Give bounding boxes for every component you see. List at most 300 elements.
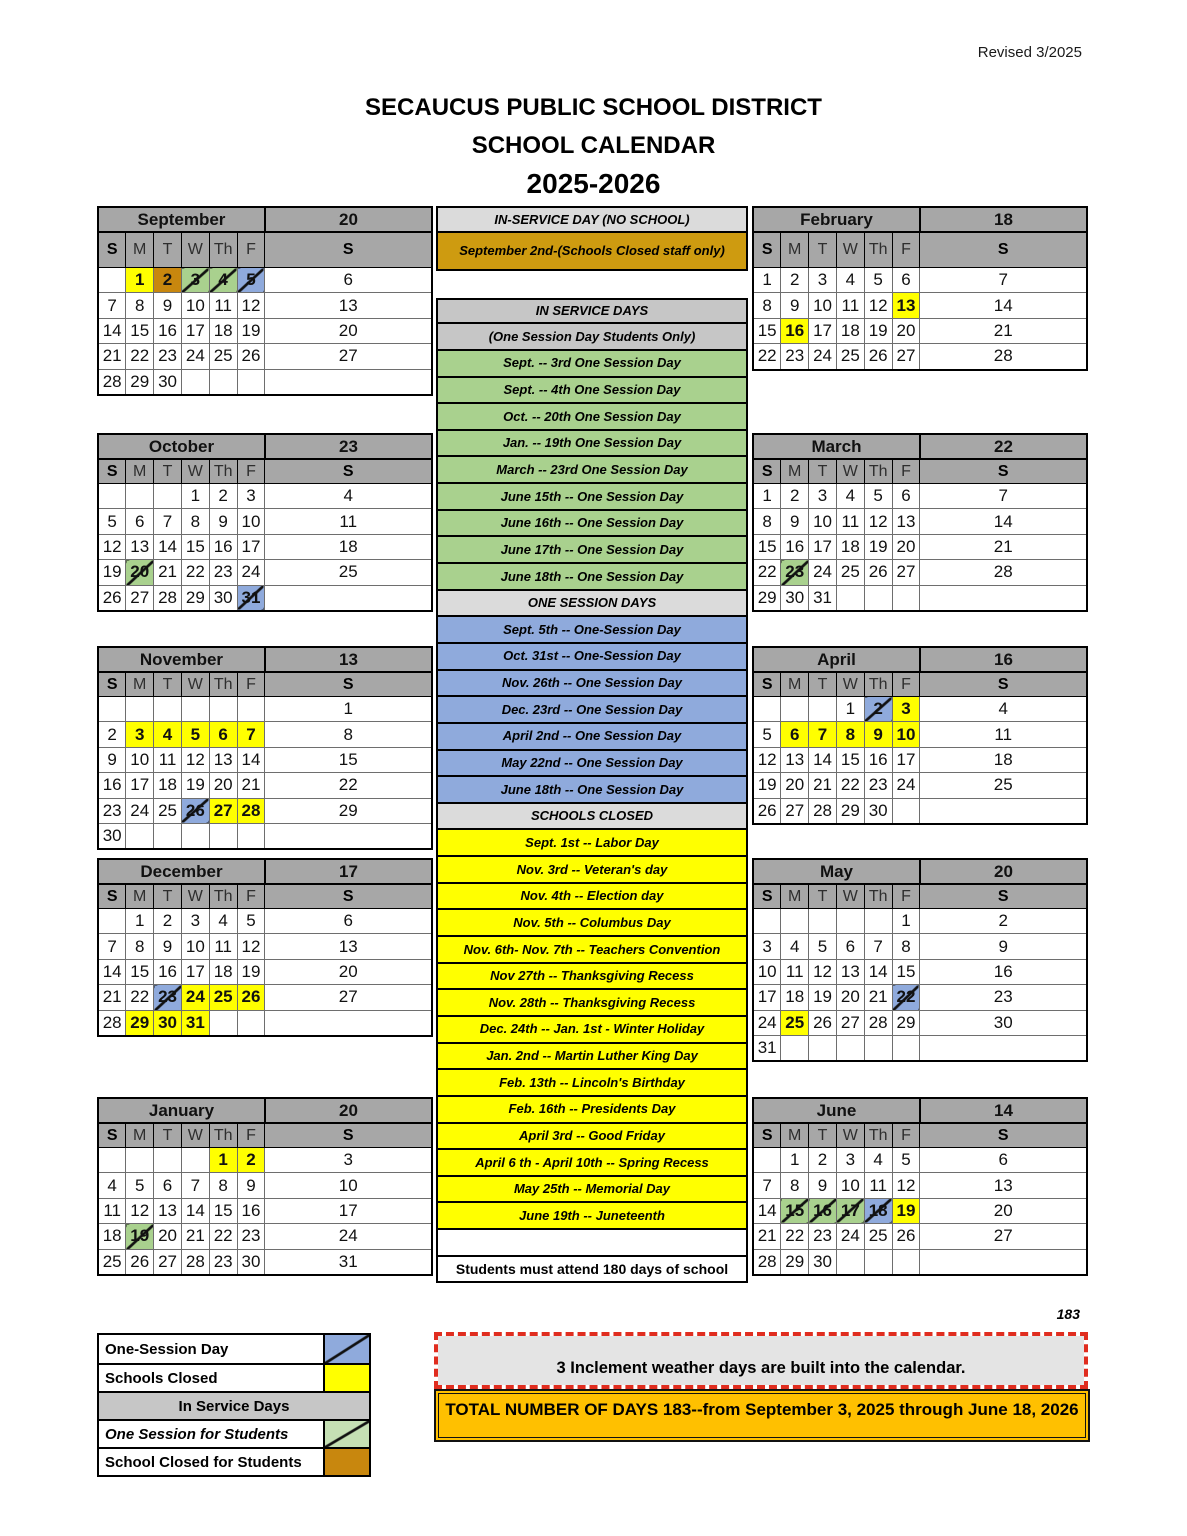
day-cell-october-27: 27 bbox=[126, 585, 154, 611]
event-row: Sept. -- 3rd One Session Day bbox=[436, 351, 748, 378]
day-cell-february-6: 6 bbox=[892, 268, 920, 293]
day-cell-april-27: 27 bbox=[781, 798, 809, 824]
day-cell-april-12: 12 bbox=[753, 747, 781, 772]
day-cell-june-26: 26 bbox=[892, 1224, 920, 1249]
day-cell-march-25: 25 bbox=[836, 560, 864, 585]
day-header-cell: Th bbox=[209, 232, 237, 268]
day-cell-may-3: 3 bbox=[753, 934, 781, 959]
day-cell-november-14: 14 bbox=[237, 747, 265, 772]
day-cell-november-29: 29 bbox=[265, 798, 432, 823]
day-cell-october-5: 5 bbox=[98, 509, 126, 534]
day-cell-empty bbox=[154, 823, 182, 849]
day-cell-december-26: 26 bbox=[237, 985, 265, 1010]
day-cell-january-2: 2 bbox=[237, 1148, 265, 1173]
day-cell-february-26: 26 bbox=[864, 344, 892, 370]
day-cell-may-18: 18 bbox=[781, 985, 809, 1010]
day-cell-empty bbox=[237, 1010, 265, 1036]
day-header-cell: S bbox=[753, 232, 781, 268]
day-cell-november-28: 28 bbox=[237, 798, 265, 823]
day-cell-september-6: 6 bbox=[265, 268, 432, 293]
event-row: Nov. 6th- Nov. 7th -- Teachers Convention bbox=[436, 937, 748, 964]
day-cell-january-8: 8 bbox=[209, 1173, 237, 1198]
day-cell-january-28: 28 bbox=[181, 1249, 209, 1275]
day-cell-february-9: 9 bbox=[781, 293, 809, 318]
day-cell-june-7: 7 bbox=[753, 1173, 781, 1198]
day-cell-january-27: 27 bbox=[154, 1249, 182, 1275]
day-cell-march-3: 3 bbox=[809, 484, 837, 509]
day-cell-september-4: 4 bbox=[209, 268, 237, 293]
day-cell-december-20: 20 bbox=[265, 959, 432, 984]
day-cell-june-17: 17 bbox=[836, 1198, 864, 1223]
day-cell-may-10: 10 bbox=[753, 959, 781, 984]
day-cell-june-20: 20 bbox=[920, 1198, 1087, 1223]
day-cell-march-16: 16 bbox=[781, 534, 809, 559]
day-cell-empty bbox=[126, 697, 154, 722]
day-cell-june-18: 18 bbox=[864, 1198, 892, 1223]
day-cell-june-6: 6 bbox=[920, 1148, 1087, 1173]
day-cell-empty bbox=[154, 697, 182, 722]
day-cell-march-1: 1 bbox=[753, 484, 781, 509]
day-cell-june-24: 24 bbox=[836, 1224, 864, 1249]
month-name: March bbox=[753, 434, 920, 459]
day-cell-january-20: 20 bbox=[154, 1224, 182, 1249]
day-cell-empty bbox=[237, 369, 265, 395]
day-cell-september-23: 23 bbox=[154, 344, 182, 369]
day-cell-october-9: 9 bbox=[209, 509, 237, 534]
day-cell-empty bbox=[781, 697, 809, 722]
day-cell-march-15: 15 bbox=[753, 534, 781, 559]
event-row: Oct. -- 20th One Session Day bbox=[436, 404, 748, 431]
day-cell-december-25: 25 bbox=[209, 985, 237, 1010]
day-cell-february-7: 7 bbox=[920, 268, 1087, 293]
event-row: June 19th -- Juneteenth bbox=[436, 1203, 748, 1230]
day-cell-january-11: 11 bbox=[98, 1198, 126, 1223]
month-name: February bbox=[753, 207, 920, 232]
day-cell-october-7: 7 bbox=[154, 509, 182, 534]
day-cell-april-19: 19 bbox=[753, 773, 781, 798]
day-cell-january-7: 7 bbox=[181, 1173, 209, 1198]
day-cell-april-26: 26 bbox=[753, 798, 781, 824]
month-day-count: 16 bbox=[920, 647, 1087, 672]
day-cell-january-24: 24 bbox=[265, 1224, 432, 1249]
day-cell-empty bbox=[181, 1148, 209, 1173]
day-cell-december-1: 1 bbox=[126, 909, 154, 934]
day-header-cell: W bbox=[181, 232, 209, 268]
event-row: April 2nd -- One Session Day bbox=[436, 724, 748, 751]
day-cell-december-8: 8 bbox=[126, 934, 154, 959]
legend-header-in-service-days: In Service Days bbox=[99, 1393, 369, 1419]
day-header-cell: M bbox=[781, 1123, 809, 1148]
day-header-cell: W bbox=[836, 672, 864, 697]
day-header-cell: Th bbox=[864, 884, 892, 909]
day-cell-march-26: 26 bbox=[864, 560, 892, 585]
day-cell-december-23: 23 bbox=[154, 985, 182, 1010]
legend-row bbox=[99, 1447, 369, 1475]
day-cell-january-30: 30 bbox=[237, 1249, 265, 1275]
day-header-cell: S bbox=[98, 232, 126, 268]
day-cell-february-24: 24 bbox=[809, 344, 837, 370]
day-cell-empty bbox=[98, 909, 126, 934]
day-cell-january-3: 3 bbox=[265, 1148, 432, 1173]
day-header-cell: Th bbox=[864, 459, 892, 484]
day-cell-april-22: 22 bbox=[836, 773, 864, 798]
event-row: Nov. 3rd -- Veteran's day bbox=[436, 857, 748, 884]
day-cell-empty bbox=[154, 484, 182, 509]
event-row: Sept. 5th -- One-Session Day bbox=[436, 617, 748, 644]
day-header-cell: F bbox=[892, 459, 920, 484]
day-cell-may-12: 12 bbox=[809, 959, 837, 984]
event-row: Sept. 1st -- Labor Day bbox=[436, 830, 748, 857]
day-cell-empty bbox=[237, 823, 265, 849]
day-header-cell: M bbox=[126, 884, 154, 909]
day-cell-empty bbox=[809, 697, 837, 722]
day-header-cell: S bbox=[98, 1123, 126, 1148]
day-cell-empty bbox=[836, 909, 864, 934]
day-header-cell: W bbox=[836, 232, 864, 268]
event-row: Nov. 26th -- One Session Day bbox=[436, 671, 748, 698]
day-cell-november-2: 2 bbox=[98, 722, 126, 747]
legend-swatch-blue-icon bbox=[323, 1335, 369, 1363]
event-row: May 25th -- Memorial Day bbox=[436, 1177, 748, 1204]
day-cell-october-15: 15 bbox=[181, 534, 209, 559]
day-cell-march-19: 19 bbox=[864, 534, 892, 559]
day-cell-november-13: 13 bbox=[209, 747, 237, 772]
day-cell-february-20: 20 bbox=[892, 318, 920, 343]
legend-label: One Session for Students bbox=[99, 1421, 323, 1447]
day-cell-february-4: 4 bbox=[836, 268, 864, 293]
day-header-cell: F bbox=[892, 232, 920, 268]
event-row: June 15th -- One Session Day bbox=[436, 484, 748, 511]
day-cell-january-4: 4 bbox=[98, 1173, 126, 1198]
day-header-cell: S bbox=[265, 672, 432, 697]
day-cell-march-18: 18 bbox=[836, 534, 864, 559]
day-header-cell: T bbox=[809, 1123, 837, 1148]
day-cell-january-21: 21 bbox=[181, 1224, 209, 1249]
day-cell-december-27: 27 bbox=[265, 985, 432, 1010]
day-header-cell: S bbox=[753, 459, 781, 484]
day-cell-march-12: 12 bbox=[864, 509, 892, 534]
month-name: September bbox=[98, 207, 265, 232]
month-table-january bbox=[97, 1097, 433, 1276]
day-cell-september-1: 1 bbox=[126, 268, 154, 293]
event-spacer-row bbox=[436, 1230, 748, 1257]
day-cell-march-13: 13 bbox=[892, 509, 920, 534]
day-cell-january-1: 1 bbox=[209, 1148, 237, 1173]
day-cell-september-30: 30 bbox=[154, 369, 182, 395]
day-cell-february-3: 3 bbox=[809, 268, 837, 293]
day-cell-april-25: 25 bbox=[920, 773, 1087, 798]
day-header-cell: W bbox=[181, 459, 209, 484]
day-cell-january-25: 25 bbox=[98, 1249, 126, 1275]
day-cell-september-2: 2 bbox=[154, 268, 182, 293]
day-header-cell: S bbox=[265, 459, 432, 484]
day-cell-october-29: 29 bbox=[181, 585, 209, 611]
day-cell-october-16: 16 bbox=[209, 534, 237, 559]
day-cell-february-8: 8 bbox=[753, 293, 781, 318]
inclement-weather-box: 3 Inclement weather days are built into the calendar. bbox=[434, 1332, 1088, 1389]
day-cell-september-29: 29 bbox=[126, 369, 154, 395]
no-cell bbox=[892, 1035, 920, 1061]
day-cell-october-20: 20 bbox=[126, 560, 154, 585]
month-name: December bbox=[98, 859, 265, 884]
month-day-count: 20 bbox=[920, 859, 1087, 884]
event-spacer-row bbox=[436, 271, 748, 298]
day-cell-september-26: 26 bbox=[237, 344, 265, 369]
day-cell-april-28: 28 bbox=[809, 798, 837, 824]
day-cell-october-18: 18 bbox=[265, 534, 432, 559]
day-cell-october-13: 13 bbox=[126, 534, 154, 559]
day-cell-april-7: 7 bbox=[809, 722, 837, 747]
day-cell-december-17: 17 bbox=[181, 959, 209, 984]
day-cell-december-13: 13 bbox=[265, 934, 432, 959]
legend-label: One-Session Day bbox=[99, 1335, 323, 1363]
month-day-count: 13 bbox=[265, 647, 432, 672]
day-cell-january-23: 23 bbox=[237, 1224, 265, 1249]
day-cell-october-30: 30 bbox=[209, 585, 237, 611]
day-cell-january-6: 6 bbox=[154, 1173, 182, 1198]
event-row: June 17th -- One Session Day bbox=[436, 537, 748, 564]
day-cell-february-12: 12 bbox=[864, 293, 892, 318]
events-column bbox=[436, 206, 748, 1283]
day-cell-june-15: 15 bbox=[781, 1198, 809, 1223]
day-cell-empty bbox=[209, 823, 237, 849]
day-cell-december-3: 3 bbox=[181, 909, 209, 934]
day-header-cell: F bbox=[237, 459, 265, 484]
day-cell-september-20: 20 bbox=[265, 318, 432, 343]
day-cell-october-6: 6 bbox=[126, 509, 154, 534]
day-cell-february-13: 13 bbox=[892, 293, 920, 318]
month-name: April bbox=[753, 647, 920, 672]
day-cell-february-14: 14 bbox=[920, 293, 1087, 318]
day-cell-march-28: 28 bbox=[920, 560, 1087, 585]
day-cell-empty bbox=[209, 369, 237, 395]
day-header-cell: W bbox=[836, 884, 864, 909]
day-header-cell: W bbox=[181, 672, 209, 697]
day-cell-march-17: 17 bbox=[809, 534, 837, 559]
day-cell-january-23: 23 bbox=[209, 1249, 237, 1275]
day-cell-december-14: 14 bbox=[98, 959, 126, 984]
day-cell-november-4: 4 bbox=[154, 722, 182, 747]
day-cell-empty bbox=[265, 585, 432, 611]
day-cell-january-26: 26 bbox=[126, 1249, 154, 1275]
day-cell-april-30: 30 bbox=[864, 798, 892, 824]
day-header-cell: S bbox=[920, 672, 1087, 697]
day-cell-october-1: 1 bbox=[181, 484, 209, 509]
day-cell-june-22: 22 bbox=[781, 1224, 809, 1249]
day-cell-june-16: 16 bbox=[809, 1198, 837, 1223]
day-cell-september-9: 9 bbox=[154, 293, 182, 318]
month-day-count: 20 bbox=[265, 1098, 432, 1123]
day-cell-september-3: 3 bbox=[181, 268, 209, 293]
day-cell-march-29: 29 bbox=[753, 585, 781, 611]
day-cell-march-24: 24 bbox=[809, 560, 837, 585]
day-cell-may-17: 17 bbox=[753, 985, 781, 1010]
day-header-cell: S bbox=[265, 232, 432, 268]
day-cell-september-5: 5 bbox=[237, 268, 265, 293]
month-name: January bbox=[98, 1098, 265, 1123]
day-header-cell: T bbox=[154, 232, 182, 268]
day-cell-november-25: 25 bbox=[154, 798, 182, 823]
day-cell-september-25: 25 bbox=[209, 344, 237, 369]
day-cell-november-18: 18 bbox=[154, 773, 182, 798]
day-cell-empty bbox=[237, 697, 265, 722]
day-header-cell: T bbox=[809, 459, 837, 484]
day-header-cell: F bbox=[892, 884, 920, 909]
day-cell-may-15: 15 bbox=[892, 959, 920, 984]
day-cell-empty bbox=[864, 1249, 892, 1275]
day-cell-january-5: 5 bbox=[126, 1173, 154, 1198]
day-cell-april-17: 17 bbox=[892, 747, 920, 772]
day-cell-april-3: 3 bbox=[892, 697, 920, 722]
day-cell-november-22: 22 bbox=[265, 773, 432, 798]
no-cell bbox=[809, 1035, 837, 1061]
day-cell-november-7: 7 bbox=[237, 722, 265, 747]
day-cell-january-19: 19 bbox=[126, 1224, 154, 1249]
day-header-cell: M bbox=[126, 232, 154, 268]
day-cell-november-16: 16 bbox=[98, 773, 126, 798]
day-header-cell: M bbox=[781, 884, 809, 909]
day-cell-march-2: 2 bbox=[781, 484, 809, 509]
day-cell-february-16: 16 bbox=[781, 318, 809, 343]
day-header-cell: Th bbox=[209, 672, 237, 697]
day-cell-empty bbox=[892, 585, 920, 611]
day-cell-october-11: 11 bbox=[265, 509, 432, 534]
day-cell-may-4: 4 bbox=[781, 934, 809, 959]
day-cell-empty bbox=[181, 369, 209, 395]
district-title: SECAUCUS PUBLIC SCHOOL DISTRICT bbox=[365, 94, 822, 121]
event-row: March -- 23rd One Session Day bbox=[436, 457, 748, 484]
day-cell-november-12: 12 bbox=[181, 747, 209, 772]
event-row: Feb. 13th -- Lincoln's Birthday bbox=[436, 1070, 748, 1097]
day-cell-january-9: 9 bbox=[237, 1173, 265, 1198]
day-cell-empty bbox=[181, 697, 209, 722]
day-cell-december-12: 12 bbox=[237, 934, 265, 959]
day-cell-october-2: 2 bbox=[209, 484, 237, 509]
day-cell-june-11: 11 bbox=[864, 1173, 892, 1198]
day-header-cell: T bbox=[154, 884, 182, 909]
day-cell-may-23: 23 bbox=[920, 985, 1087, 1010]
day-cell-may-6: 6 bbox=[836, 934, 864, 959]
day-cell-may-14: 14 bbox=[864, 959, 892, 984]
day-cell-december-11: 11 bbox=[209, 934, 237, 959]
calendar-title: SCHOOL CALENDAR bbox=[471, 132, 716, 159]
day-cell-december-29: 29 bbox=[126, 1010, 154, 1036]
day-cell-empty bbox=[892, 1249, 920, 1275]
day-cell-empty bbox=[265, 823, 432, 849]
day-cell-december-5: 5 bbox=[237, 909, 265, 934]
day-cell-april-10: 10 bbox=[892, 722, 920, 747]
day-cell-october-24: 24 bbox=[237, 560, 265, 585]
event-row: Jan. -- 19th One Session Day bbox=[436, 431, 748, 458]
day-header-cell: M bbox=[781, 232, 809, 268]
day-cell-empty bbox=[809, 909, 837, 934]
day-cell-september-14: 14 bbox=[98, 318, 126, 343]
day-cell-september-7: 7 bbox=[98, 293, 126, 318]
day-header-cell: F bbox=[892, 1123, 920, 1148]
day-cell-march-21: 21 bbox=[920, 534, 1087, 559]
month-table-may bbox=[752, 858, 1088, 1062]
day-cell-september-10: 10 bbox=[181, 293, 209, 318]
day-cell-january-22: 22 bbox=[209, 1224, 237, 1249]
day-cell-february-5: 5 bbox=[864, 268, 892, 293]
month-table-april bbox=[752, 646, 1088, 825]
day-header-cell: W bbox=[836, 1123, 864, 1148]
day-cell-february-2: 2 bbox=[781, 268, 809, 293]
day-cell-september-12: 12 bbox=[237, 293, 265, 318]
day-header-cell: T bbox=[154, 459, 182, 484]
day-cell-february-28: 28 bbox=[920, 344, 1087, 370]
day-cell-december-6: 6 bbox=[265, 909, 432, 934]
day-cell-september-21: 21 bbox=[98, 344, 126, 369]
day-cell-april-5: 5 bbox=[753, 722, 781, 747]
no-cell bbox=[864, 1035, 892, 1061]
event-row: September 2nd-(Schools Closed staff only) bbox=[436, 233, 748, 271]
day-cell-may-27: 27 bbox=[836, 1010, 864, 1035]
day-cell-empty bbox=[920, 1249, 1087, 1275]
day-cell-march-9: 9 bbox=[781, 509, 809, 534]
event-section-header: SCHOOLS CLOSED bbox=[436, 804, 748, 831]
day-header-cell: W bbox=[181, 884, 209, 909]
event-section-header: (One Session Day Students Only) bbox=[436, 324, 748, 351]
day-header-cell: M bbox=[126, 672, 154, 697]
day-cell-november-20: 20 bbox=[209, 773, 237, 798]
day-header-cell: F bbox=[237, 232, 265, 268]
day-cell-september-28: 28 bbox=[98, 369, 126, 395]
legend-row bbox=[99, 1391, 369, 1419]
month-table-february bbox=[752, 206, 1088, 371]
day-header-cell: Th bbox=[864, 672, 892, 697]
day-cell-november-11: 11 bbox=[154, 747, 182, 772]
day-cell-december-16: 16 bbox=[154, 959, 182, 984]
day-cell-november-23: 23 bbox=[98, 798, 126, 823]
day-cell-december-19: 19 bbox=[237, 959, 265, 984]
day-cell-april-8: 8 bbox=[836, 722, 864, 747]
no-cell bbox=[920, 1035, 1087, 1061]
day-cell-october-10: 10 bbox=[237, 509, 265, 534]
day-header-cell: S bbox=[920, 232, 1087, 268]
event-section-header: ONE SESSION DAYS bbox=[436, 591, 748, 618]
day-cell-march-4: 4 bbox=[836, 484, 864, 509]
event-row: April 6 th - April 10th -- Spring Recess bbox=[436, 1150, 748, 1177]
day-cell-december-2: 2 bbox=[154, 909, 182, 934]
day-header-cell: M bbox=[126, 1123, 154, 1148]
day-header-cell: S bbox=[920, 459, 1087, 484]
day-cell-october-31: 31 bbox=[237, 585, 265, 611]
day-cell-may-24: 24 bbox=[753, 1010, 781, 1035]
day-cell-empty bbox=[98, 1148, 126, 1173]
day-header-cell: S bbox=[753, 672, 781, 697]
event-row: Sept. -- 4th One Session Day bbox=[436, 378, 748, 405]
day-cell-june-30: 30 bbox=[809, 1249, 837, 1275]
day-cell-empty bbox=[920, 585, 1087, 611]
day-cell-february-1: 1 bbox=[753, 268, 781, 293]
day-cell-march-5: 5 bbox=[864, 484, 892, 509]
day-cell-may-25: 25 bbox=[781, 1010, 809, 1035]
day-cell-november-26: 26 bbox=[181, 798, 209, 823]
day-cell-june-27: 27 bbox=[920, 1224, 1087, 1249]
day-cell-empty bbox=[836, 1249, 864, 1275]
day-cell-november-5: 5 bbox=[181, 722, 209, 747]
event-row: Oct. 31st -- One-Session Day bbox=[436, 644, 748, 671]
day-cell-march-27: 27 bbox=[892, 560, 920, 585]
day-cell-december-22: 22 bbox=[126, 985, 154, 1010]
day-cell-june-21: 21 bbox=[753, 1224, 781, 1249]
day-cell-november-9: 9 bbox=[98, 747, 126, 772]
day-cell-january-18: 18 bbox=[98, 1224, 126, 1249]
day-cell-september-27: 27 bbox=[265, 344, 432, 369]
day-cell-april-1: 1 bbox=[836, 697, 864, 722]
days-total-note: 183 bbox=[1056, 1306, 1080, 1322]
